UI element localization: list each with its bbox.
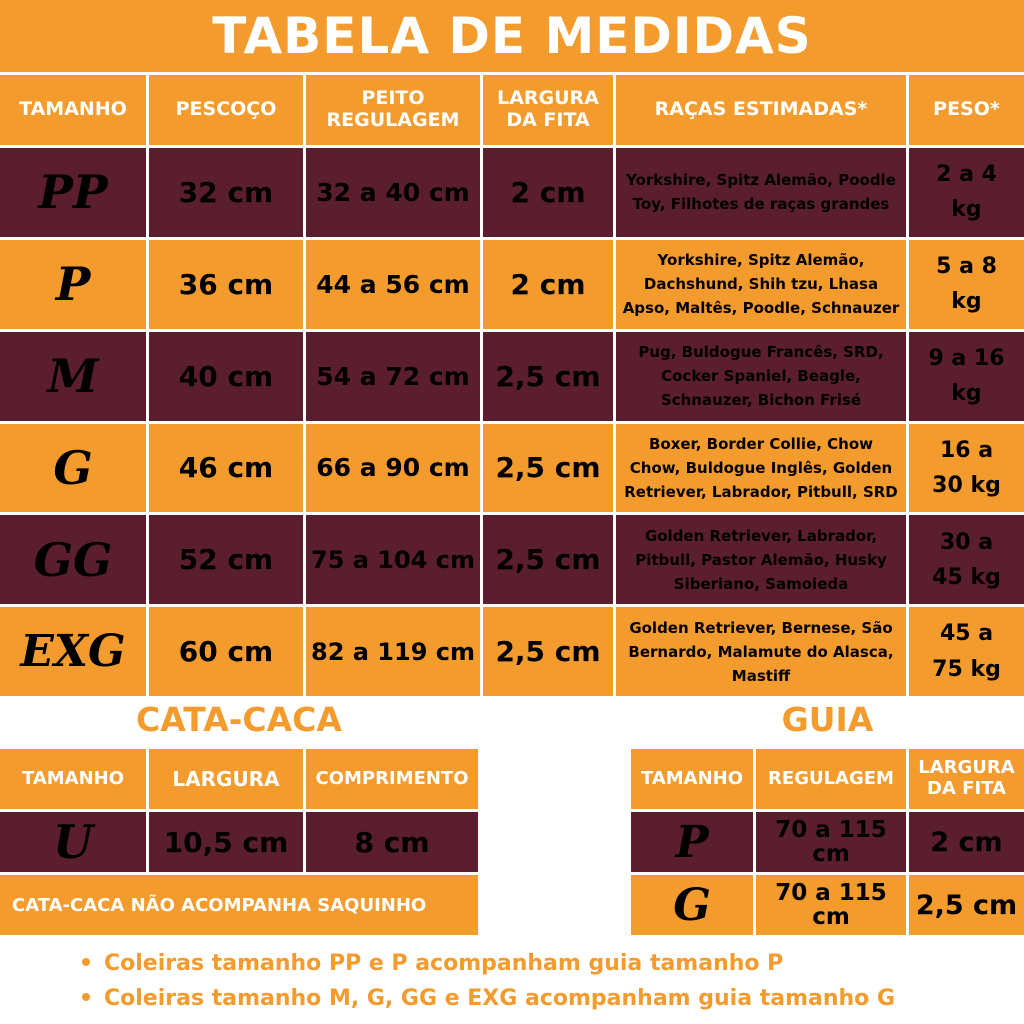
neck-value: 60 cm bbox=[149, 607, 303, 696]
header-size: TAMANHO bbox=[631, 749, 753, 809]
leash-title: GUIA bbox=[781, 700, 874, 739]
neck-value: 52 cm bbox=[149, 515, 303, 604]
leash-table bbox=[631, 749, 1024, 935]
bag-holder-title: CATA-CACA bbox=[136, 700, 342, 739]
header-weight: PESO* bbox=[909, 75, 1024, 145]
header-adjust: REGULAGEM bbox=[756, 749, 906, 809]
neck-value: 46 cm bbox=[149, 424, 303, 513]
bag-holder-table bbox=[0, 749, 478, 935]
chest-value: 32 a 40 cm bbox=[306, 148, 480, 237]
size-label: M bbox=[0, 332, 146, 421]
bag-holder-note-text: CATA-CACA NÃO ACOMPANHA SAQUINHO bbox=[12, 894, 427, 916]
strap-width-value: 2 cm bbox=[483, 148, 613, 237]
header-strap-width: LARGURA DA FITA bbox=[909, 749, 1024, 809]
size-label: U bbox=[0, 812, 146, 872]
strap-width-value: 2,5 cm bbox=[483, 332, 613, 421]
header-size: TAMANHO bbox=[0, 749, 146, 809]
page-title: TABELA DE MEDIDAS bbox=[212, 7, 812, 65]
length-value: 8 cm bbox=[306, 812, 478, 872]
bag-holder-note bbox=[0, 875, 478, 935]
size-label: G bbox=[0, 424, 146, 513]
adjust-value: 70 a 115 cm bbox=[756, 812, 906, 872]
header-chest: PEITO REGULAGEM bbox=[306, 75, 480, 145]
header-breeds: RAÇAS ESTIMADAS* bbox=[616, 75, 906, 145]
weight-value: 5 a 8 kg bbox=[909, 240, 1024, 329]
note-text: Coleiras tamanho PP e P acompanham guia tamanho P bbox=[104, 951, 784, 976]
breeds-value: Golden Retriever, Bernese, São Bernardo, Malamute do Alasca, Mastiff bbox=[616, 607, 906, 696]
weight-value: 30 a 45 kg bbox=[909, 515, 1024, 604]
bullet-icon bbox=[82, 993, 90, 1001]
strap-width-value: 2,5 cm bbox=[483, 607, 613, 696]
breeds-value: Yorkshire, Spitz Alemão, Dachshund, Shih tzu, Lhasa Apso, Maltês, Poodle, Schnauzer bbox=[616, 240, 906, 329]
size-table bbox=[0, 75, 1024, 696]
strap-width-value: 2,5 cm bbox=[483, 424, 613, 513]
strap-width-value: 2 cm bbox=[483, 240, 613, 329]
width-value: 10,5 cm bbox=[149, 812, 303, 872]
size-label: P bbox=[0, 240, 146, 329]
bullet-icon bbox=[82, 958, 90, 966]
note-item bbox=[82, 946, 1012, 981]
header-neck: PESCOÇO bbox=[149, 75, 303, 145]
size-label: G bbox=[631, 875, 753, 935]
weight-value: 2 a 4 kg bbox=[909, 148, 1024, 237]
weight-value: 45 a 75 kg bbox=[909, 607, 1024, 696]
notes-list bbox=[82, 946, 1012, 1016]
neck-value: 36 cm bbox=[149, 240, 303, 329]
title-banner bbox=[0, 0, 1024, 72]
strap-width-value: 2 cm bbox=[909, 812, 1024, 872]
header-width: LARGURA bbox=[149, 749, 303, 809]
strap-width-value: 2,5 cm bbox=[483, 515, 613, 604]
weight-value: 9 a 16 kg bbox=[909, 332, 1024, 421]
note-text: Coleiras tamanho M, G, GG e EXG acompanham guia tamanho G bbox=[104, 986, 896, 1011]
note-item bbox=[82, 981, 1012, 1016]
header-strap-width: LARGURA DA FITA bbox=[483, 75, 613, 145]
adjust-value: 70 a 115 cm bbox=[756, 875, 906, 935]
weight-value: 16 a 30 kg bbox=[909, 424, 1024, 513]
size-label: P bbox=[631, 812, 753, 872]
chest-value: 82 a 119 cm bbox=[306, 607, 480, 696]
breeds-value: Boxer, Border Collie, Chow Chow, Buldogue Inglês, Golden Retriever, Labrador, Pitbull, SRD bbox=[616, 424, 906, 513]
chest-value: 75 a 104 cm bbox=[306, 515, 480, 604]
breeds-value: Pug, Buldogue Francês, SRD, Cocker Spaniel, Beagle, Schnauzer, Bichon Frisé bbox=[616, 332, 906, 421]
breeds-value: Golden Retriever, Labrador, Pitbull, Pastor Alemão, Husky Siberiano, Samoieda bbox=[616, 515, 906, 604]
size-label: GG bbox=[0, 515, 146, 604]
size-label: PP bbox=[0, 148, 146, 237]
strap-width-value: 2,5 cm bbox=[909, 875, 1024, 935]
neck-value: 32 cm bbox=[149, 148, 303, 237]
chest-value: 66 a 90 cm bbox=[306, 424, 480, 513]
breeds-value: Yorkshire, Spitz Alemão, Poodle Toy, Filhotes de raças grandes bbox=[616, 148, 906, 237]
size-label: EXG bbox=[0, 607, 146, 696]
neck-value: 40 cm bbox=[149, 332, 303, 421]
chest-value: 54 a 72 cm bbox=[306, 332, 480, 421]
header-size: TAMANHO bbox=[0, 75, 146, 145]
chest-value: 44 a 56 cm bbox=[306, 240, 480, 329]
header-length: COMPRIMENTO bbox=[306, 749, 478, 809]
